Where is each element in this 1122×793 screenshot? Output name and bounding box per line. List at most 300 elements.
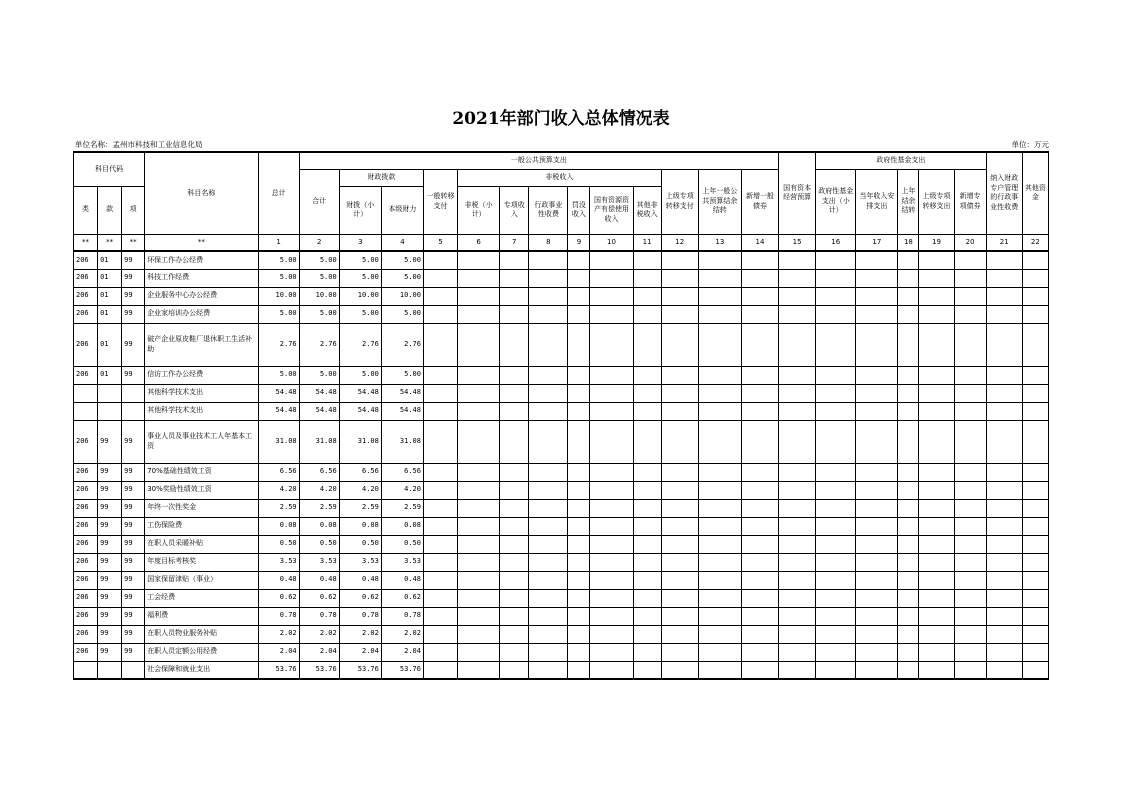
fiscal-cell: 2.04 [339, 643, 381, 661]
empty-cell [568, 251, 590, 269]
empty-cell [779, 251, 816, 269]
empty-cell [919, 643, 954, 661]
kuan-cell [98, 661, 122, 679]
empty-cell [986, 251, 1022, 269]
empty-cell [816, 643, 856, 661]
empty-cell [816, 553, 856, 571]
empty-cell [986, 553, 1022, 571]
empty-cell [816, 589, 856, 607]
fiscal-cell: 0.62 [339, 589, 381, 607]
lei-cell: 206 [74, 269, 98, 287]
empty-cell [458, 463, 500, 481]
empty-cell [423, 251, 457, 269]
xiang-cell: 99 [122, 287, 145, 305]
empty-cell [1022, 384, 1048, 402]
table-row [74, 607, 1049, 625]
lei-cell: 206 [74, 287, 98, 305]
empty-cell [661, 571, 698, 589]
total-cell: 31.08 [258, 420, 299, 463]
table-row [74, 499, 1049, 517]
empty-cell [856, 402, 898, 420]
table-row [74, 323, 1049, 366]
empty-cell [590, 323, 633, 366]
total-cell: 2.76 [258, 323, 299, 366]
empty-cell [779, 643, 816, 661]
total-cell: 2.02 [258, 625, 299, 643]
empty-cell [954, 251, 986, 269]
empty-cell [568, 481, 590, 499]
empty-cell [856, 481, 898, 499]
empty-cell [458, 402, 500, 420]
empty-cell [423, 589, 457, 607]
empty-cell [698, 287, 741, 305]
empty-cell [633, 402, 661, 420]
empty-cell [500, 571, 529, 589]
empty-cell [986, 463, 1022, 481]
kuan-cell: 99 [98, 607, 122, 625]
own-fin-cell: 10.00 [381, 287, 423, 305]
empty-cell [500, 481, 529, 499]
subject-name-cell: 其他科学技术支出 [145, 384, 258, 402]
empty-cell [856, 643, 898, 661]
empty-cell [500, 287, 529, 305]
subject-name-cell: 科技工作经费 [145, 269, 258, 287]
subject-name-cell: 在职人员物业服务补贴 [145, 625, 258, 643]
empty-cell [741, 661, 778, 679]
empty-cell [423, 661, 457, 679]
empty-cell [568, 269, 590, 287]
subject-name-cell: 其他科学技术支出 [145, 402, 258, 420]
column-index-cell: 8 [529, 234, 568, 251]
empty-cell [779, 607, 816, 625]
empty-cell [568, 535, 590, 553]
empty-cell [856, 269, 898, 287]
empty-cell [529, 287, 568, 305]
empty-cell [816, 607, 856, 625]
empty-cell [816, 481, 856, 499]
xiang-cell: 99 [122, 553, 145, 571]
empty-cell [779, 402, 816, 420]
empty-cell [954, 463, 986, 481]
empty-cell [458, 571, 500, 589]
empty-cell [661, 499, 698, 517]
heji-cell: 54.48 [299, 384, 339, 402]
subject-name-cell: 企业服务中心办公经费 [145, 287, 258, 305]
column-index-cell: 21 [986, 234, 1022, 251]
empty-cell [954, 517, 986, 535]
empty-cell [661, 625, 698, 643]
empty-cell [986, 517, 1022, 535]
empty-cell [898, 499, 919, 517]
xiang-cell: 99 [122, 499, 145, 517]
empty-cell [568, 287, 590, 305]
kuan-cell: 01 [98, 287, 122, 305]
empty-cell [1022, 553, 1048, 571]
empty-cell [423, 499, 457, 517]
empty-cell [1022, 499, 1048, 517]
empty-cell [500, 251, 529, 269]
total-cell: 0.62 [258, 589, 299, 607]
total-cell: 54.48 [258, 402, 299, 420]
empty-cell [633, 553, 661, 571]
heji-cell: 2.76 [299, 323, 339, 366]
subject-name-cell: 事业人员及事业技术工人年基本工资 [145, 420, 258, 463]
total-cell: 53.76 [258, 661, 299, 679]
own-fin-cell: 5.00 [381, 251, 423, 269]
empty-cell [741, 517, 778, 535]
empty-cell [529, 305, 568, 323]
empty-cell [590, 384, 633, 402]
empty-cell [458, 384, 500, 402]
empty-cell [698, 384, 741, 402]
empty-cell [741, 499, 778, 517]
own-fin-cell: 3.53 [381, 553, 423, 571]
empty-cell [919, 499, 954, 517]
empty-cell [856, 287, 898, 305]
empty-cell [500, 553, 529, 571]
empty-cell [1022, 251, 1048, 269]
empty-cell [954, 499, 986, 517]
empty-cell [529, 643, 568, 661]
kuan-cell: 01 [98, 305, 122, 323]
own-fin-cell: 5.00 [381, 366, 423, 384]
kuan-cell [98, 402, 122, 420]
empty-cell [898, 589, 919, 607]
heji-cell: 10.00 [299, 287, 339, 305]
subject-code-header: 科目代码 [74, 152, 145, 186]
empty-cell [816, 571, 856, 589]
total-cell: 4.20 [258, 481, 299, 499]
empty-cell [856, 384, 898, 402]
lei-cell [74, 402, 98, 420]
empty-cell [458, 643, 500, 661]
empty-cell [954, 481, 986, 499]
subject-name-cell: 企业家培训办公经费 [145, 305, 258, 323]
subject-name-cell: 社会保障和就业支出 [145, 661, 258, 679]
page-title: 2021年部门收入总体情况表 [452, 109, 670, 129]
empty-cell [986, 589, 1022, 607]
empty-cell [1022, 366, 1048, 384]
empty-cell [500, 643, 529, 661]
empty-cell [633, 287, 661, 305]
empty-cell [954, 643, 986, 661]
empty-cell [568, 499, 590, 517]
empty-cell [590, 402, 633, 420]
empty-cell [779, 499, 816, 517]
table-row [74, 589, 1049, 607]
empty-cell [529, 553, 568, 571]
fiscal-cell: 5.00 [339, 366, 381, 384]
empty-cell [590, 517, 633, 535]
heji-cell: 2.02 [299, 625, 339, 643]
empty-cell [698, 402, 741, 420]
heji-header: 合计 [299, 169, 339, 234]
subject-name-cell: 环保工作办公经费 [145, 251, 258, 269]
empty-cell [529, 402, 568, 420]
empty-cell [986, 366, 1022, 384]
empty-cell [633, 305, 661, 323]
empty-cell [633, 643, 661, 661]
total-cell: 6.56 [258, 463, 299, 481]
empty-cell [919, 366, 954, 384]
empty-cell [568, 643, 590, 661]
column-index-cell: 7 [500, 234, 529, 251]
empty-cell [500, 661, 529, 679]
empty-cell [898, 481, 919, 499]
empty-cell [698, 553, 741, 571]
empty-cell [1022, 402, 1048, 420]
xiang-cell: 99 [122, 323, 145, 366]
empty-cell [986, 305, 1022, 323]
empty-cell [1022, 535, 1048, 553]
empty-cell [500, 607, 529, 625]
kuan-cell: 99 [98, 643, 122, 661]
empty-cell [1022, 517, 1048, 535]
fiscal-cell: 53.76 [339, 661, 381, 679]
empty-cell [458, 269, 500, 287]
empty-cell [954, 625, 986, 643]
empty-cell [698, 269, 741, 287]
empty-cell [590, 553, 633, 571]
heji-cell: 0.50 [299, 535, 339, 553]
empty-cell [500, 323, 529, 366]
lei-cell: 206 [74, 499, 98, 517]
column-index-cell: 14 [741, 234, 778, 251]
table-row [74, 481, 1049, 499]
own-fin-cell: 6.56 [381, 463, 423, 481]
empty-cell [633, 384, 661, 402]
empty-cell [856, 366, 898, 384]
fiscal-cell: 6.56 [339, 463, 381, 481]
fiscal-cell: 2.76 [339, 323, 381, 366]
empty-cell [529, 251, 568, 269]
empty-cell [698, 517, 741, 535]
empty-cell [954, 661, 986, 679]
empty-cell [500, 366, 529, 384]
empty-cell [423, 571, 457, 589]
kuan-cell: 01 [98, 366, 122, 384]
empty-cell [856, 305, 898, 323]
general-transfer-header: 一般转移支付 [423, 169, 457, 234]
fiscal-cell: 4.20 [339, 481, 381, 499]
empty-cell [698, 323, 741, 366]
empty-cell [816, 499, 856, 517]
empty-cell [529, 535, 568, 553]
empty-cell [898, 535, 919, 553]
empty-cell [741, 323, 778, 366]
kuan-cell: 99 [98, 481, 122, 499]
lei-cell: 206 [74, 643, 98, 661]
fiscal-cell: 54.48 [339, 384, 381, 402]
empty-cell [633, 366, 661, 384]
empty-cell [856, 323, 898, 366]
empty-cell [741, 251, 778, 269]
empty-cell [741, 607, 778, 625]
empty-cell [633, 571, 661, 589]
empty-cell [898, 643, 919, 661]
empty-cell [919, 402, 954, 420]
table-row [74, 661, 1049, 679]
empty-cell [779, 384, 816, 402]
fiscal-cell: 0.78 [339, 607, 381, 625]
income-report-table [73, 151, 1049, 680]
empty-cell [954, 402, 986, 420]
empty-cell [816, 463, 856, 481]
empty-cell [898, 463, 919, 481]
empty-cell [954, 420, 986, 463]
table-body [74, 251, 1049, 679]
empty-cell [919, 420, 954, 463]
fiscal-cell: 3.53 [339, 553, 381, 571]
heji-cell: 31.08 [299, 420, 339, 463]
column-index-row [74, 234, 1049, 251]
empty-cell [458, 589, 500, 607]
own-fin-cell: 2.59 [381, 499, 423, 517]
fiscal-cell: 0.50 [339, 535, 381, 553]
column-index-cell: ** [145, 234, 258, 251]
state-capital-header: 国有资本经营预算 [779, 152, 816, 234]
fiscal-cell: 0.08 [339, 517, 381, 535]
empty-cell [986, 535, 1022, 553]
empty-cell [568, 366, 590, 384]
empty-cell [779, 366, 816, 384]
empty-cell [590, 607, 633, 625]
kuan-cell: 99 [98, 589, 122, 607]
empty-cell [568, 553, 590, 571]
own-fin-cell: 5.00 [381, 305, 423, 323]
empty-cell [741, 553, 778, 571]
empty-cell [458, 481, 500, 499]
lei-cell: 206 [74, 481, 98, 499]
empty-cell [458, 553, 500, 571]
empty-cell [898, 402, 919, 420]
table-row [74, 571, 1049, 589]
empty-cell [698, 535, 741, 553]
empty-cell [779, 323, 816, 366]
empty-cell [1022, 481, 1048, 499]
heji-cell: 5.00 [299, 366, 339, 384]
empty-cell [568, 607, 590, 625]
empty-cell [633, 420, 661, 463]
empty-cell [856, 535, 898, 553]
xiang-cell: 99 [122, 269, 145, 287]
subject-name-cell: 70%基础性绩效工资 [145, 463, 258, 481]
empty-cell [741, 589, 778, 607]
own-fin-cell: 0.78 [381, 607, 423, 625]
table-row [74, 625, 1049, 643]
state-asset-header: 国有资源资产有偿使用收入 [590, 186, 633, 234]
empty-cell [590, 643, 633, 661]
empty-cell [698, 571, 741, 589]
total-cell: 3.53 [258, 553, 299, 571]
own-fin-cell: 0.50 [381, 535, 423, 553]
empty-cell [1022, 625, 1048, 643]
current-year-header: 当年收入安排支出 [856, 169, 898, 234]
empty-cell [633, 463, 661, 481]
empty-cell [500, 402, 529, 420]
fiscal-cell: 5.00 [339, 305, 381, 323]
lei-cell: 206 [74, 517, 98, 535]
empty-cell [919, 589, 954, 607]
empty-cell [954, 384, 986, 402]
column-index-cell: 2 [299, 234, 339, 251]
empty-cell [590, 535, 633, 553]
empty-cell [698, 589, 741, 607]
empty-cell [898, 661, 919, 679]
lei-cell: 206 [74, 625, 98, 643]
empty-cell [423, 625, 457, 643]
total-cell: 10.00 [258, 287, 299, 305]
subject-name-cell: 工会经费 [145, 589, 258, 607]
empty-cell [633, 269, 661, 287]
xiang-cell: 99 [122, 607, 145, 625]
subject-name-cell: 国家保留津贴（事业） [145, 571, 258, 589]
empty-cell [741, 269, 778, 287]
table-row [74, 463, 1049, 481]
subject-name-cell: 年度目标考核奖 [145, 553, 258, 571]
subject-name-cell: 30%奖励性绩效工资 [145, 481, 258, 499]
column-index-cell: 5 [423, 234, 457, 251]
empty-cell [423, 323, 457, 366]
empty-cell [661, 463, 698, 481]
heji-cell: 5.00 [299, 305, 339, 323]
empty-cell [816, 535, 856, 553]
fine-header: 罚没收入 [568, 186, 590, 234]
empty-cell [590, 625, 633, 643]
empty-cell [590, 481, 633, 499]
empty-cell [661, 323, 698, 366]
empty-cell [856, 571, 898, 589]
empty-cell [779, 571, 816, 589]
empty-cell [856, 499, 898, 517]
empty-cell [423, 607, 457, 625]
empty-cell [458, 323, 500, 366]
empty-cell [816, 625, 856, 643]
empty-cell [898, 571, 919, 589]
fiscal-header: 财政拨款 [339, 169, 423, 186]
heji-cell: 5.00 [299, 269, 339, 287]
empty-cell [500, 625, 529, 643]
column-index-cell: 10 [590, 234, 633, 251]
empty-cell [458, 499, 500, 517]
empty-cell [898, 287, 919, 305]
xiang-cell: 99 [122, 366, 145, 384]
empty-cell [741, 420, 778, 463]
empty-cell [661, 305, 698, 323]
empty-cell [741, 305, 778, 323]
empty-cell [779, 517, 816, 535]
empty-cell [423, 366, 457, 384]
own-fin-cell: 0.62 [381, 589, 423, 607]
table-row [74, 643, 1049, 661]
empty-cell [698, 607, 741, 625]
own-fin-cell: 53.76 [381, 661, 423, 679]
empty-cell [856, 251, 898, 269]
empty-cell [986, 323, 1022, 366]
empty-cell [590, 305, 633, 323]
empty-cell [529, 661, 568, 679]
empty-cell [633, 251, 661, 269]
empty-cell [529, 499, 568, 517]
subject-name-cell: 在职人员采暖补贴 [145, 535, 258, 553]
empty-cell [741, 535, 778, 553]
own-fin-cell: 0.48 [381, 571, 423, 589]
empty-cell [661, 607, 698, 625]
empty-cell [779, 553, 816, 571]
empty-cell [568, 571, 590, 589]
xiang-cell: 99 [122, 571, 145, 589]
empty-cell [898, 384, 919, 402]
